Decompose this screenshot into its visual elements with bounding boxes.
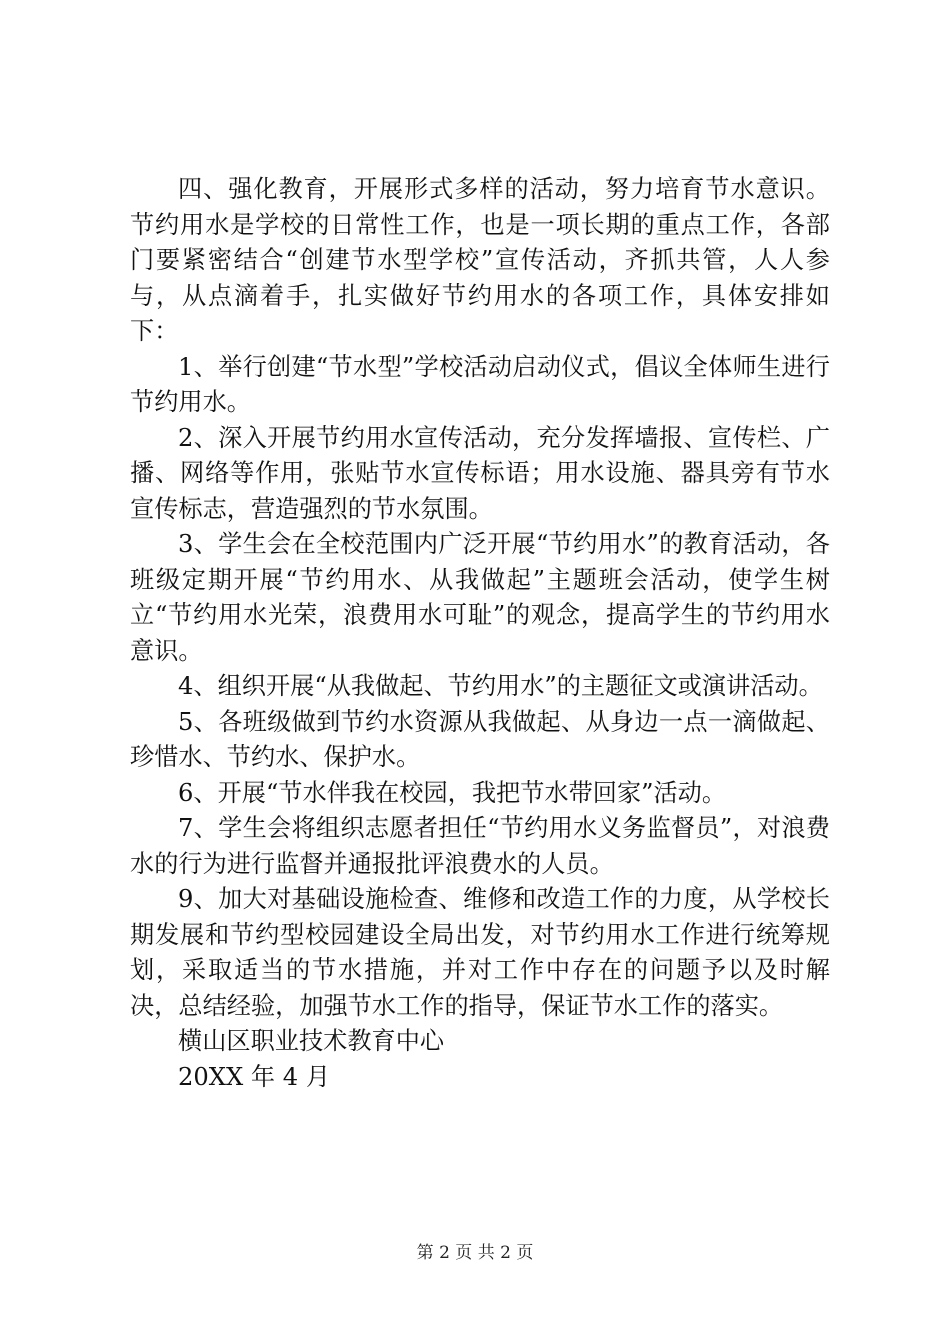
paragraph-item-7: 7、学生会将组织志愿者担任“节约用水义务监督员”，对浪费水的行为进行监督并通报批评浪费水的人员。 bbox=[130, 814, 830, 878]
paragraph-item-1: 1、举行创建“节水型”学校活动启动仪式，倡议全体师生进行节约用水。 bbox=[130, 352, 830, 416]
paragraph-section-four: 四、强化教育，开展形式多样的活动，努力培育节水意识。节约用水是学校的日常性工作，也是一项长期的重点工作，各部门要紧密结合“创建节水型学校”宣传活动，齐抓共管，人人参与，从点滴着手，扎实做好节约用水的各项工作，具体安排如下： bbox=[130, 175, 830, 345]
page-footer: 第 2 页 共 2 页 bbox=[416, 1243, 534, 1263]
paragraph-item-2: 2、深入开展节约用水宣传活动，充分发挥墙报、宣传栏、广播、网络等作用，张贴节水宣传标语；用水设施、器具旁有节水宣传标志，营造强烈的节水氛围。 bbox=[130, 423, 830, 523]
paragraph-item-4: 4、组织开展“从我做起、节约用水”的主题征文或演讲活动。 bbox=[178, 672, 823, 700]
paragraph-item-5: 5、各班级做到节约水资源从我做起、从身边一点一滴做起、珍惜水、节约水、保护水。 bbox=[130, 707, 830, 771]
signature-organization: 横山区职业技术教育中心 bbox=[178, 1027, 445, 1055]
document-body bbox=[130, 172, 830, 1095]
paragraph-item-9: 9、加大对基础设施检查、维修和改造工作的力度，从学校长期发展和节约型校园建设全局出发，对节约用水工作进行统筹规划，采取适当的节水措施，并对工作中存在的问题予以及时解决，总结经验，加强节水工作的指导，保证节水工作的落实。 bbox=[130, 885, 830, 1020]
signature-date: 20XX 年 4 月 bbox=[178, 1062, 331, 1091]
paragraph-item-3: 3、学生会在全校范围内广泛开展“节约用水”的教育活动，各班级定期开展“节约用水、从我做起”主题班会活动，使学生树立“节约用水光荣，浪费用水可耻”的观念，提高学生的节约用水意识。 bbox=[130, 530, 830, 665]
paragraph-item-6: 6、开展“节水伴我在校园，我把节水带回家”活动。 bbox=[178, 778, 727, 807]
